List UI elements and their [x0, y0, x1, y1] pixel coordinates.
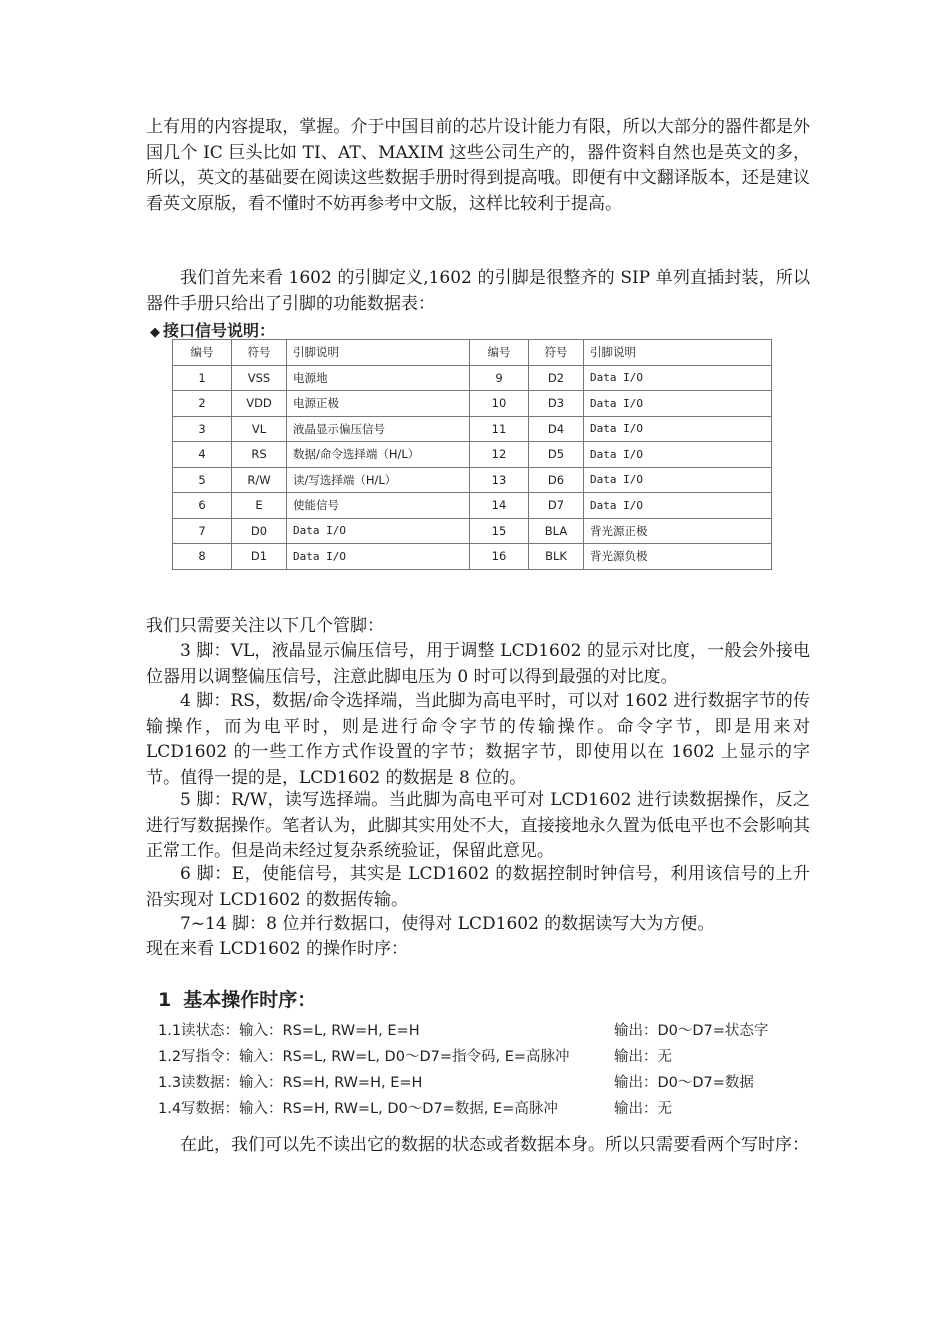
table-row [173, 493, 772, 519]
table-row [173, 365, 772, 391]
table-cell: 数据/命令选择端（H/L） [287, 442, 470, 468]
table-cell: VSS [232, 365, 287, 391]
timing-title [158, 985, 808, 1011]
table-cell: 4 [173, 442, 232, 468]
table-cell: 11 [470, 416, 529, 442]
table-cell: 3 [173, 416, 232, 442]
table-cell: D6 [529, 467, 584, 493]
table-cell: 电源正极 [287, 391, 470, 417]
timing-number: 1 [158, 989, 172, 1011]
header-cell: 引脚说明 [287, 340, 470, 366]
table-cell: 2 [173, 391, 232, 417]
pin-definition-table [172, 339, 772, 570]
table-cell: Data I/O [287, 518, 470, 544]
header-cell: 引脚说明 [584, 340, 772, 366]
pin-note-6: 6 脚：E，使能信号，其实是 LCD1602 的数据控制时钟信号，利用该信号的上升沿实现对 LCD1602 的数据传输。 [146, 864, 810, 910]
table-cell: 13 [470, 467, 529, 493]
timing-row-label: 1.1读状态：输入：RS=L, RW=H, E=H [158, 1023, 420, 1039]
timing-row-label: 1.2写指令：输入：RS=L, RW=L, D0～D7=指令码, E=高脉冲 [158, 1049, 570, 1065]
table-cell: Data I/O [584, 442, 772, 468]
table-cell: D0 [232, 518, 287, 544]
timing-title-text: 基本操作时序： [183, 989, 317, 1011]
table-cell: R/W [232, 467, 287, 493]
table-row [173, 442, 772, 468]
table-cell: D4 [529, 416, 584, 442]
table-cell: E [232, 493, 287, 519]
table-cell: Data I/O [584, 391, 772, 417]
timing-row-label: 1.4写数据：输入：RS=H, RW=L, D0～D7=数据, E=高脉冲 [158, 1101, 558, 1117]
table-cell: 1 [173, 365, 232, 391]
intro-paragraph: 上有用的内容提取，掌握。介于中国目前的芯片设计能力有限，所以大部分的器件都是外国几个 IC 巨头比如 TI、AT、MAXIM 这些公司生产的，器件资料自然也是英文的多，所以，英文的基础要在阅读这些数据手册时得到提高哦。即便有中文翻译版本，还是建议看英文原版，看不懂时不妨再参考中文版，这样比较利于提高。 [146, 117, 810, 214]
table-cell: 8 [173, 544, 232, 570]
header-cell: 编号 [470, 340, 529, 366]
diamond-bullet-icon: ◆ [150, 325, 160, 340]
table-cell: VL [232, 416, 287, 442]
timing-row-output: 输出：D0～D7=数据 [614, 1075, 754, 1091]
header-cell: 符号 [232, 340, 287, 366]
table-cell: 7 [173, 518, 232, 544]
table-cell: 6 [173, 493, 232, 519]
table-cell: 16 [470, 544, 529, 570]
header-cell: 符号 [529, 340, 584, 366]
table-cell: 读/写选择端（H/L） [287, 467, 470, 493]
table-cell: 使能信号 [287, 493, 470, 519]
table-cell: 背光源负极 [584, 544, 772, 570]
table-cell: 9 [470, 365, 529, 391]
pin-table-title [150, 318, 275, 341]
table-cell: D2 [529, 365, 584, 391]
table-cell: Data I/O [584, 365, 772, 391]
pin-note-4: 4 脚：RS，数据/命令选择端，当此脚为高电平时，可以对 1602 进行数据字节的传输操作，而为电平时，则是进行命令字节的传输操作。命令字节，即是用来对 LCD1602 的一些工作方式作设置的字节；数据字节，即使用以在 1602 上显示的字节。值得一提的是，LCD1602 的数据是 8 位的。 [146, 691, 810, 788]
header-cell: 编号 [173, 340, 232, 366]
timing-row-output: 输出：D0～D7=状态字 [614, 1023, 769, 1039]
timing-row [158, 1097, 808, 1123]
table-cell: 10 [470, 391, 529, 417]
pin-note-3: 3 脚：VL，液晶显示偏压信号，用于调整 LCD1602 的显示对比度，一般会外接电位器用以调整偏压信号，注意此脚电压为 0 时可以得到最强的对比度。 [146, 641, 810, 687]
pin-intro-paragraph: 我们首先来看 1602 的引脚定义,1602 的引脚是很整齐的 SIP 单列直插封装，所以器件手册只给出了引脚的功能数据表： [146, 268, 810, 314]
focus-intro: 我们只需要关注以下几个管脚： [146, 616, 384, 636]
timing-figure [158, 985, 808, 1123]
pin-note-7-14: 7~14 脚：8 位并行数据口，使得对 LCD1602 的数据读写大为方便。 [180, 914, 715, 934]
table-row [173, 467, 772, 493]
timing-intro: 现在来看 LCD1602 的操作时序： [146, 939, 408, 959]
table-row [173, 544, 772, 570]
table-cell: D3 [529, 391, 584, 417]
timing-row-output: 输出：无 [614, 1049, 672, 1065]
table-cell: D5 [529, 442, 584, 468]
table-cell: 5 [173, 467, 232, 493]
table-cell: Data I/O [584, 416, 772, 442]
table-cell: D7 [529, 493, 584, 519]
table-cell: 背光源正极 [584, 518, 772, 544]
table-cell: 14 [470, 493, 529, 519]
pin-note-5: 5 脚：R/W，读写选择端。当此脚为高电平可对 LCD1602 进行读数据操作，反之进行写数据操作。笔者认为，此脚其实用处不大，直接接地永久置为低电平也不会影响其正常工作。但是尚未经过复杂系统验证，保留此意见。 [146, 790, 810, 862]
table-cell: BLK [529, 544, 584, 570]
table-row [173, 391, 772, 417]
timing-row-label: 1.3读数据：输入：RS=H, RW=H, E=H [158, 1075, 423, 1091]
table-row [173, 518, 772, 544]
table-cell: Data I/O [584, 493, 772, 519]
timing-row [158, 1019, 808, 1045]
timing-row [158, 1071, 808, 1097]
table-cell: 液晶显示偏压信号 [287, 416, 470, 442]
pin-table-title-text: 接口信号说明： [163, 321, 276, 340]
table-cell: VDD [232, 391, 287, 417]
table-cell: RS [232, 442, 287, 468]
table-header-row [173, 340, 772, 366]
table-cell: D1 [232, 544, 287, 570]
table-cell: 12 [470, 442, 529, 468]
table-cell: Data I/O [584, 467, 772, 493]
table-cell: 15 [470, 518, 529, 544]
table-cell: Data I/O [287, 544, 470, 570]
timing-row-output: 输出：无 [614, 1101, 672, 1117]
table-row [173, 416, 772, 442]
timing-row [158, 1045, 808, 1071]
table-cell: BLA [529, 518, 584, 544]
closing-paragraph: 在此，我们可以先不读出它的数据的状态或者数据本身。所以只需要看两个写时序： [180, 1135, 809, 1155]
table-cell: 电源地 [287, 365, 470, 391]
